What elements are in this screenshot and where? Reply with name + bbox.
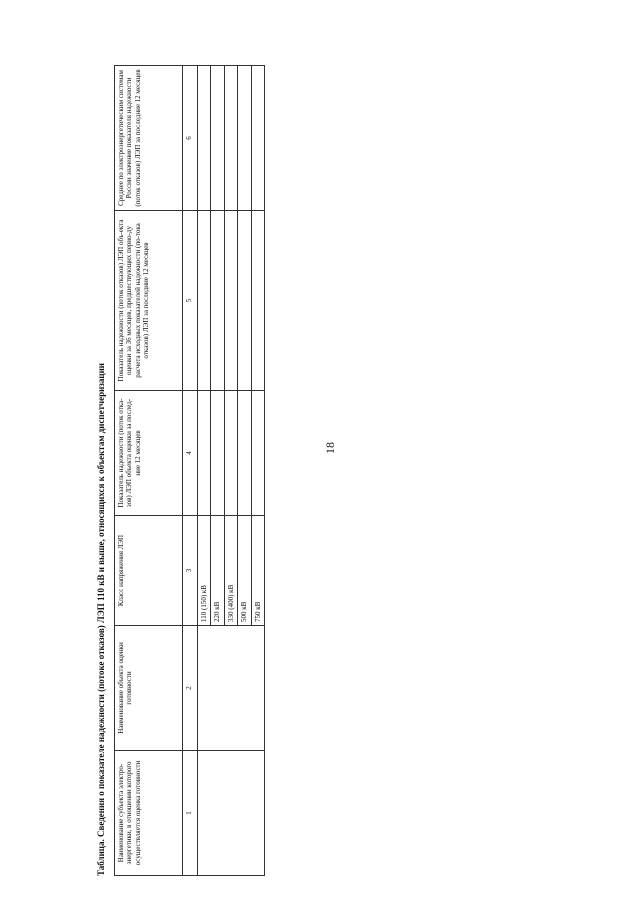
table-cell <box>238 211 251 391</box>
column-number: 3 <box>183 516 198 626</box>
header-cell-object: Наименование объекта оценки готовности <box>115 626 183 751</box>
header-cell-reliability-12m: Показатель надежности (поток отка-зов) ЛЭП объекта оценки за послед-ние 12 месяцев <box>115 391 183 516</box>
voltage-class-cell: 750 кВ <box>251 516 264 626</box>
column-number: 4 <box>183 391 198 516</box>
column-number-row <box>183 66 198 876</box>
table-cell <box>211 391 224 516</box>
table-cell <box>224 211 237 391</box>
rotated-table-block <box>90 66 260 876</box>
table-cell-object <box>198 626 265 751</box>
table-cell-subject <box>198 751 265 876</box>
header-cell-subject: Наименование субъекта электро-энергетики, в отношении которого осуществляется оценка готовности <box>115 751 183 876</box>
table-cell <box>251 211 264 391</box>
voltage-class-cell: 330 (400) кВ <box>224 516 237 626</box>
column-number: 1 <box>183 751 198 876</box>
header-row <box>115 66 183 876</box>
page-number: 18 <box>323 442 337 454</box>
reliability-table <box>114 65 265 876</box>
table-cell <box>211 66 224 211</box>
table-cell <box>198 66 211 211</box>
table-cell <box>251 66 264 211</box>
table-cell <box>211 211 224 391</box>
header-cell-reliability-36m: Показатель надежности (поток отказов) ЛЭП объ-екта оценки за 36 месяцев, предшествующих перио-ду расчета исходных показателей надежности (по-тока отказов) ЛЭП за последние 12 месяцев <box>115 211 183 391</box>
column-number: 5 <box>183 211 198 391</box>
column-number: 2 <box>183 626 198 751</box>
column-number: 6 <box>183 66 198 211</box>
table-cell <box>251 391 264 516</box>
header-cell-average-russia: Среднее по электроэнергетическим системам России значение показателя надежности (поток отказов) ЛЭП за последние 12 месяцев <box>115 66 183 211</box>
table-cell <box>238 66 251 211</box>
table-cell <box>224 391 237 516</box>
table-caption: Таблица. Сведения о показателе надежности (потоке отказов) ЛЭП 110 кВ и выше, относящихся к объектам диспетчеризации <box>96 363 106 876</box>
table-cell <box>224 66 237 211</box>
voltage-class-cell: 220 кВ <box>211 516 224 626</box>
voltage-class-cell: 110 (150) кВ <box>198 516 211 626</box>
header-cell-voltage-class: Класс напряжения ЛЭП <box>115 516 183 626</box>
voltage-class-cell: 500 кВ <box>238 516 251 626</box>
table-cell <box>198 391 211 516</box>
table-row <box>198 66 211 876</box>
table-cell <box>198 211 211 391</box>
table-cell <box>238 391 251 516</box>
